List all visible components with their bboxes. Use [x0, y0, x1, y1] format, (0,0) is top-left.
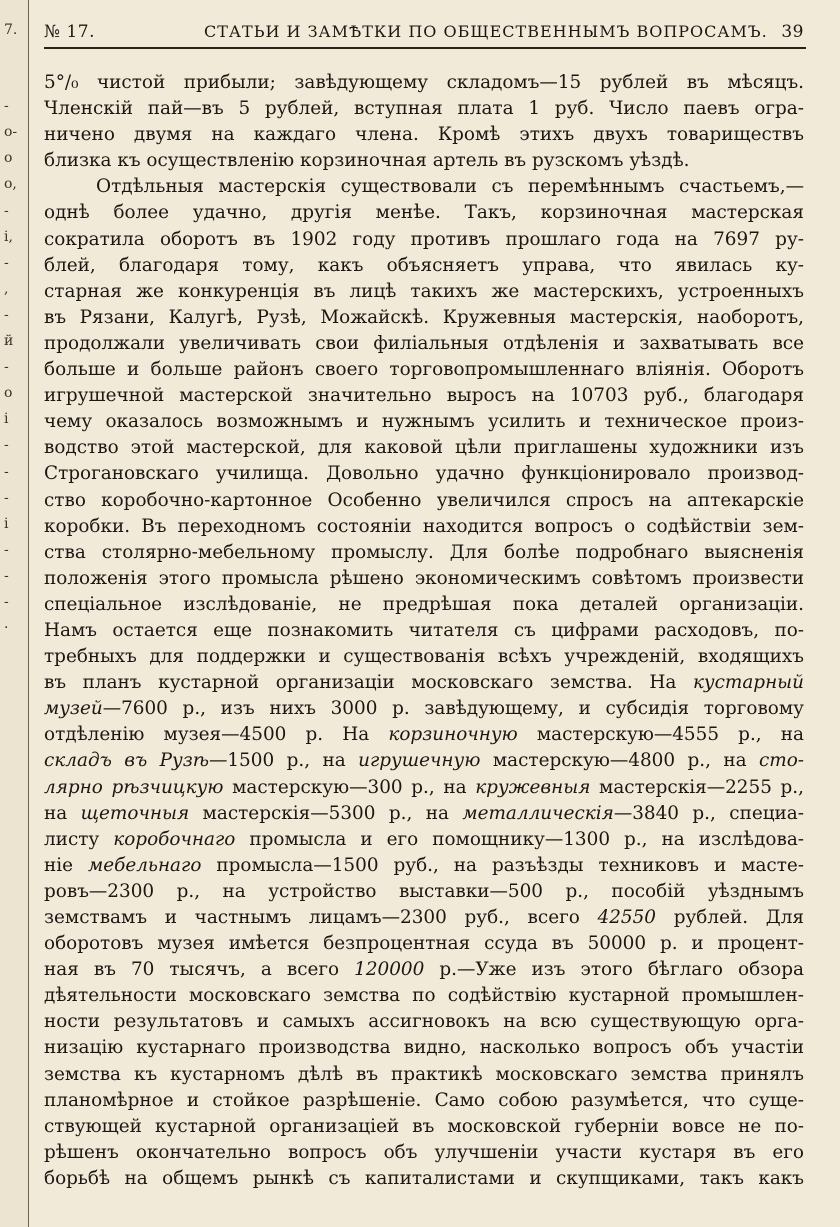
text-line [44, 722, 804, 748]
text-line [44, 696, 804, 722]
text-line [44, 618, 804, 644]
page-number: 39 [781, 22, 804, 42]
text-line [44, 279, 804, 305]
text-run: земствамъ и частнымъ лицамъ—2300 руб., всего [44, 907, 598, 928]
text-run: старная же конкуренція въ лицѣ такихъ же мастерскихъ, устроенныхъ [44, 280, 804, 302]
margin-fragment: - [4, 202, 9, 219]
margin-fragment: о [4, 150, 13, 167]
margin-fragment: - [4, 437, 9, 454]
text-line [44, 540, 804, 566]
text-line [44, 461, 804, 487]
text-run: ствующей кустарной организаціей въ московской губерніи вовсе не по- [44, 1115, 804, 1137]
text-run: мастерскую—4555 р., на [517, 724, 804, 746]
italic-text: металлическія [462, 802, 614, 824]
margin-fragment: - [4, 306, 9, 323]
text-line [44, 305, 804, 331]
margin-fragment: - [4, 359, 9, 376]
text-run: однѣ более удачно, другія менѣе. Такъ, корзиночная мастерская [44, 202, 804, 224]
italic-text: 42550 [597, 907, 657, 928]
margin-fragment: - [4, 463, 9, 480]
text-line [44, 670, 804, 696]
text-run: требныхъ для поддержки и существованія всѣхъ учрежденій, входящихъ [44, 646, 804, 668]
text-line [44, 435, 804, 461]
italic-text: кустарный [692, 672, 804, 694]
text-line [44, 827, 804, 853]
text-run: водство этой мастерской, для каковой цѣли приглашены художники изъ [44, 437, 804, 459]
text-run: земства къ кустарномъ дѣлѣ въ практикѣ московскаго земства принялъ [44, 1063, 804, 1085]
text-line [44, 488, 804, 514]
text-line [44, 409, 804, 435]
margin-fragment: і [4, 515, 9, 532]
text-run: ства столярно-мебельному промыслу. Для болѣе подробнаго выясненія [44, 541, 804, 563]
issue-number: № 17. [44, 22, 96, 42]
italic-text: 120000 [354, 959, 425, 981]
text-run: р.—Уже изъ этого бѣглаго обзора [424, 959, 804, 981]
text-line [44, 1166, 804, 1192]
text-run: 5°/₀ чистой прибыли; завѣдующему складомъ—15 рублей въ мѣсяцъ. [44, 72, 804, 93]
text-line [44, 592, 804, 618]
text-line [44, 514, 804, 540]
text-line [44, 1009, 804, 1035]
article-body [44, 70, 804, 1192]
text-run: игрушечной мастерской значительно выросъ на 10703 руб., благодаря [44, 385, 804, 407]
text-run: Членскій пай—въ 5 рублей, вступная плата 1 руб. Число паевъ огра- [44, 98, 804, 120]
text-run: продолжали увеличивать свои филіальныя отдѣленія и захватывать все [44, 332, 804, 354]
italic-text: мебельнаго [87, 854, 202, 876]
section-title: СТАТЬИ И ЗАМѢТКИ ПО ОБЩЕСТВЕННЫМЪ ВОПРОСАМЪ. [204, 22, 768, 41]
text-run: планомѣрное и стойкое разрѣшеніе. Само собою разумѣется, что суще- [44, 1089, 804, 1111]
text-line [44, 174, 804, 200]
text-line [44, 383, 804, 409]
italic-text: корзиночную [388, 724, 518, 746]
text-run: —7600 р., изъ нихъ 3000 р. завѣдующему, и субсидія торговому [102, 698, 804, 720]
text-run: Строгановскаго училища. Довольно удачно функціонировало производ- [44, 463, 804, 485]
text-run: сократила оборотъ въ 1902 году противъ прошлаго года на 7697 ру- [44, 228, 804, 250]
text-run: ство коробочно-картонное Особенно увеличился спросъ на аптекарскіе [44, 489, 804, 511]
text-run: листу [44, 828, 114, 850]
text-run: мастерскую—300 р., на [223, 776, 476, 798]
text-line [44, 253, 804, 279]
text-line [44, 775, 804, 801]
text-line [44, 200, 804, 226]
text-run: Намъ остается еще познакомить читателя съ цифрами расходовъ, по- [44, 619, 804, 641]
text-line [44, 148, 804, 174]
text-run: оборотовъ музея имѣется безпроцентная ссуда въ 50000 р. и процент- [44, 933, 804, 955]
text-run: дѣятельности московскаго земства по содѣйствію кустарной промышлен- [44, 985, 804, 1007]
text-line [44, 96, 804, 122]
italic-text: игрушечную [358, 750, 481, 772]
text-run: больше и больше районъ своего торговопромышленнаго вліянія. Оборотъ [44, 359, 804, 381]
text-line [44, 931, 804, 957]
text-run: чему оказалось возможнымъ и нужнымъ усилить и техническое произ- [44, 411, 804, 433]
text-run: въ Рязани, Калугѣ, Рузѣ, Можайскѣ. Кружевныя мастерскія, наоборотъ, [44, 306, 804, 328]
margin-fragment: і, [4, 228, 13, 245]
margin-fragment: 7. [4, 22, 18, 38]
text-run: ничено двумя на каждаго члена. Кромѣ этихъ двухъ товариществъ [44, 124, 804, 146]
text-run: на [44, 802, 81, 824]
margin-fragment: і [4, 411, 9, 428]
margin-fragment: - [4, 254, 9, 271]
text-run: низацію кустарнаго производства видно, насколько вопросъ объ участіи [44, 1037, 804, 1059]
margin-fragment: - [4, 594, 9, 610]
text-run: —3840 р., специа- [613, 802, 804, 824]
italic-text: сто- [758, 750, 804, 772]
margin-fragment: - [4, 567, 9, 584]
italic-text: кружевныя [475, 776, 591, 798]
margin-fragment: о [4, 385, 13, 402]
text-line [44, 801, 804, 827]
text-line [44, 566, 804, 592]
previous-page-edge [0, 0, 29, 1227]
italic-text: лярно рѣзчицкую [44, 776, 224, 798]
text-line [44, 70, 804, 96]
text-line [44, 644, 804, 670]
text-line [44, 1114, 804, 1140]
text-run: борьбѣ на общемъ рынкѣ съ капиталистами и скупщиками, такъ какъ [44, 1167, 804, 1189]
text-line [44, 1035, 804, 1061]
italic-text: коробочнаго [113, 828, 236, 850]
text-line [44, 227, 804, 253]
margin-fragment: · [4, 620, 9, 637]
margin-fragment: - [4, 489, 9, 506]
text-run: ности результатовъ и самыхъ ассигновокъ на всю существующую орга- [44, 1011, 804, 1033]
text-line [44, 1140, 804, 1166]
margin-fragment: й [4, 333, 14, 349]
text-line [44, 957, 804, 983]
text-run: спеціальное изслѣдованіе, не предрѣшая пока деталей организаціи. [44, 593, 804, 615]
text-line [44, 853, 804, 879]
text-run: мастерскую—4800 р., на [480, 750, 759, 772]
text-run: Отдѣльныя мастерскія существовали съ перемѣннымъ счастьемъ,— [96, 176, 804, 198]
text-line [44, 983, 804, 1009]
italic-text: складъ въ Рузѣ [44, 750, 209, 772]
margin-fragment: о- [4, 124, 18, 141]
text-run: ная въ 70 тысячъ, а всего [44, 959, 355, 981]
text-run: рублей. Для [656, 907, 804, 928]
text-run: коробки. Въ переходномъ состояніи находится вопросъ о содѣйствіи зем- [44, 515, 804, 537]
italic-text: щеточныя [80, 802, 190, 824]
text-run: въ планъ кустарной организаціи московскаго земства. На [44, 672, 693, 694]
text-run: рѣшенъ окончательно вопросъ объ улучшеніи участи кустаря въ его [44, 1141, 804, 1163]
italic-text: музей [44, 698, 103, 720]
text-run: ніе [44, 854, 88, 876]
text-run: мастерскія—2255 р., [590, 776, 804, 798]
text-line [44, 748, 804, 774]
margin-fragment: , [4, 280, 9, 297]
margin-fragment: - [4, 98, 9, 115]
text-line [44, 122, 804, 148]
text-line [44, 1088, 804, 1114]
running-header [44, 18, 804, 48]
text-run: положенія этого промысла рѣшено экономическимъ совѣтомъ произвести [44, 567, 804, 589]
margin-fragment: о, [4, 176, 17, 193]
text-run: промысла и его помощнику—1300 р., на изслѣдова- [235, 828, 804, 850]
text-line [44, 331, 804, 357]
text-line [44, 905, 804, 931]
text-run: близка къ осуществленію корзиночная артель въ рузскомъ уѣздѣ. [44, 150, 690, 172]
text-run: мастерскія—5300 р., на [189, 802, 463, 824]
margin-fragment: - [4, 541, 9, 558]
text-run: блей, благодаря тому, какъ объясняетъ управа, что явилась ку- [44, 254, 804, 276]
text-run: ровъ—2300 р., на устройство выставки—500 р., пособій уѣзднымъ [44, 880, 804, 902]
text-run: промысла—1500 руб., на разъѣзды техниковъ и масте- [201, 854, 804, 876]
text-run: отдѣленію музея—4500 р. На [44, 724, 389, 746]
text-line [44, 879, 804, 905]
header-rule [44, 47, 806, 49]
text-run: —1500 р., на [208, 750, 359, 772]
text-line [44, 1062, 804, 1088]
text-line [44, 357, 804, 383]
